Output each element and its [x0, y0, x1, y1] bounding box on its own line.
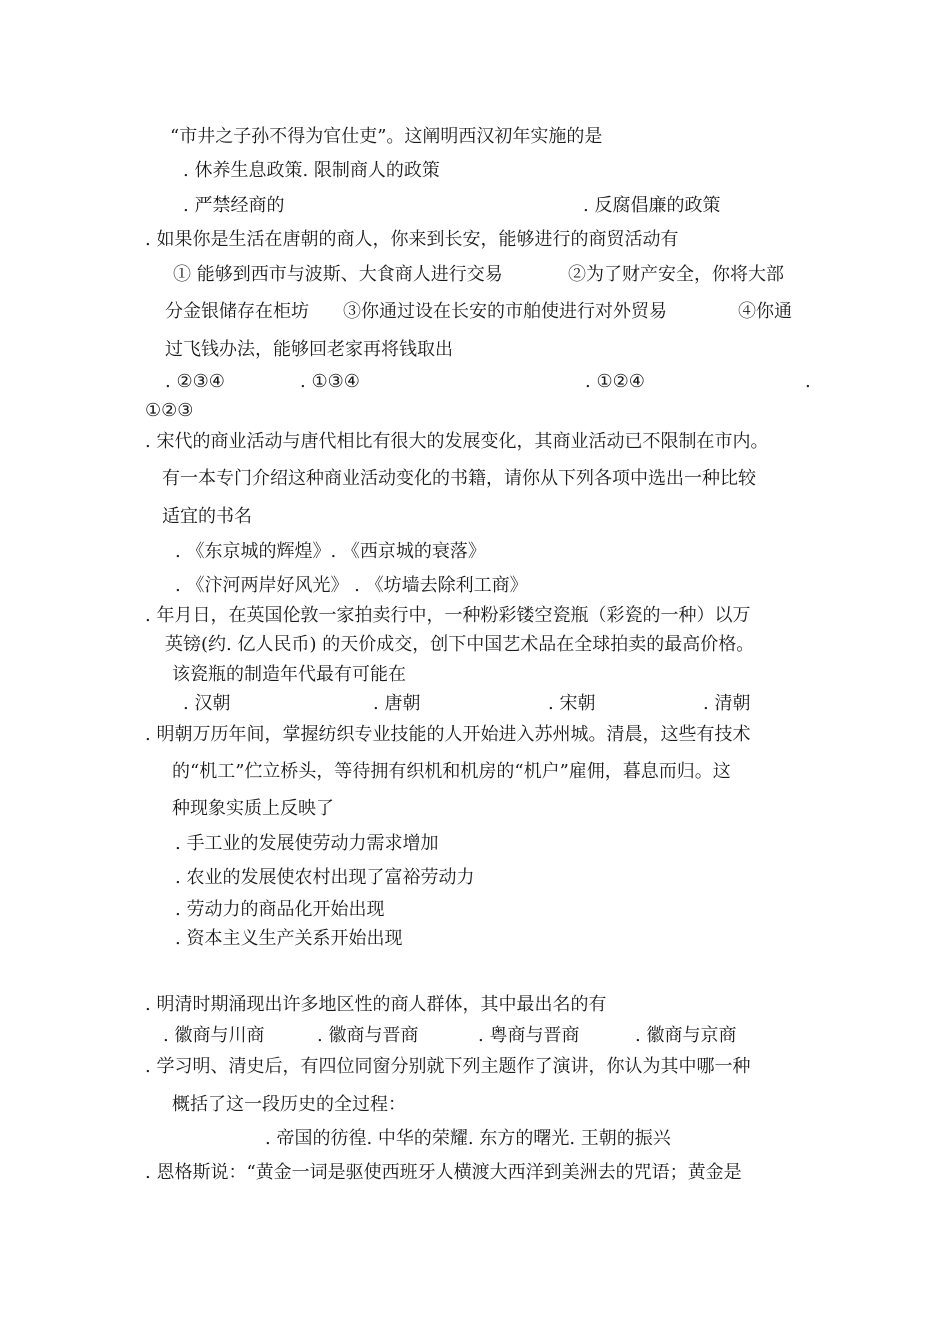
question-engels: . 恩格斯说：“黄金一词是驱使西班牙人横渡大西洋到美洲去的咒语；黄金是 [145, 1162, 742, 1183]
statement-2-cont: 分金银储存在柜坊 [165, 301, 309, 322]
option-c: . 宋朝 [548, 693, 596, 714]
choice-c: . ①②④ [585, 371, 645, 392]
question-themes: . 学习明、清史后，有四位同窗分别就下列主题作了演讲，你认为其中哪一种 [145, 1056, 751, 1077]
statement-4: ④你通 [738, 301, 792, 322]
question-themes-cont: 概括了这一段历史的全过程： [172, 1094, 406, 1115]
q-intro-line: “市井之子孙不得为官仕吏”。这阐明西汉初年实施的是 [170, 126, 603, 147]
option-a: . 手工业的发展使劳动力需求增加 [175, 833, 439, 854]
question-song-end: 适宜的书名 [162, 506, 252, 527]
option-a: . 汉朝 [183, 693, 231, 714]
option-b: . 徽商与晋商 [317, 1025, 419, 1046]
option-c: . 严禁经商的 [183, 195, 285, 216]
question-merchants: . 明清时期涌现出许多地区性的商人群体，其中最出名的有 [145, 994, 607, 1015]
option-c: . 劳动力的商品化开始出现 [175, 899, 385, 920]
question-song: . 宋代的商业活动与唐代相比有很大的发展变化，其商业活动已不限制在市内。 [145, 431, 769, 452]
question-ming: . 明朝万历年间，掌握纺织专业技能的人开始进入苏州城。清晨，这些有技术 [145, 724, 751, 745]
statement-3: ③你通过设在长安的市舶使进行对外贸易 [343, 301, 667, 322]
choice-a: . ②③④ [165, 371, 225, 392]
option-a: . 徽商与川商 [163, 1025, 265, 1046]
question-song-cont: 有一本专门介绍这种商业活动变化的书籍，请你从下列各项中选出一种比较 [162, 468, 756, 489]
option-b: . 农业的发展使农村出现了富裕劳动力 [175, 867, 475, 888]
question-vase-cont: 英镑(约. 亿人民币) 的天价成交，创下中国艺术品在全球拍卖的最高价格。 [165, 634, 755, 655]
choice-b: . ①③④ [300, 371, 360, 392]
option-b: . 唐朝 [373, 693, 421, 714]
option-ab: . 休养生息政策. 限制商人的政策 [183, 160, 440, 181]
statement-1: ① 能够到西市与波斯、大食商人进行交易 [173, 264, 503, 285]
choice-d-marker: . [805, 371, 811, 392]
option-d: . 资本主义生产关系开始出现 [175, 928, 403, 949]
option-d: . 清朝 [703, 693, 751, 714]
option-d: . 徽商与京商 [635, 1025, 737, 1046]
question-vase: . 年月日，在英国伦敦一家拍卖行中，一种粉彩镂空瓷瓶（彩瓷的一种）以万 [145, 605, 751, 626]
options-themes: . 帝国的彷徨. 中华的荣耀. 东方的曙光. 王朝的振兴 [265, 1128, 671, 1149]
option-d: . 反腐倡廉的政策 [583, 195, 721, 216]
option-ab: . 《东京城的辉煌》. 《西京城的衰落》 [175, 541, 486, 562]
statement-4-cont: 过飞钱办法，能够回老家再将钱取出 [165, 339, 453, 360]
option-c: . 粤商与晋商 [478, 1025, 580, 1046]
choice-d: ①②③ [145, 400, 194, 421]
question-ming-end: 种现象实质上反映了 [172, 798, 334, 819]
question-ming-cont: 的“机工”伫立桥头，等待拥有织机和机房的“机户”雇佣，暮息而归。这 [172, 761, 731, 782]
statement-2: ②为了财产安全，你将大部 [568, 264, 784, 285]
option-cd: . 《汴河两岸好风光》 . 《坊墙去除利工商》 [175, 575, 528, 596]
question-vase-end: 该瓷瓶的制造年代最有可能在 [172, 664, 406, 685]
question-tang: . 如果你是生活在唐朝的商人，你来到长安，能够进行的商贸活动有 [145, 229, 679, 250]
